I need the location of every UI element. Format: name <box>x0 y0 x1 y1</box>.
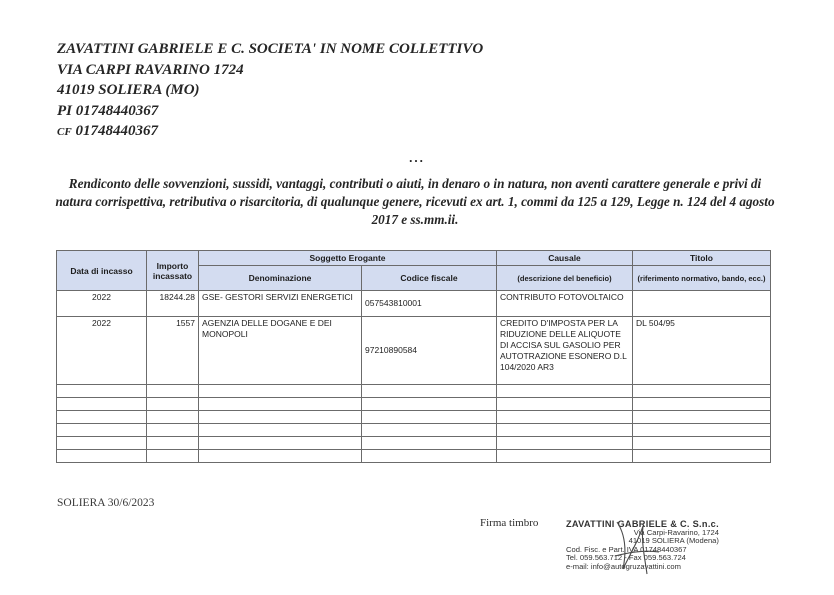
cell-denomination: AGENZIA DELLE DOGANE E DEI MONOPOLI <box>199 317 362 385</box>
stamp-line: e-mail: info@autogruzavattini.com <box>566 561 681 571</box>
handwritten-signature <box>585 514 675 584</box>
empty-row <box>57 411 771 424</box>
cell-title <box>633 291 771 317</box>
header-cause-sub: (descrizione del beneficio) <box>497 266 633 291</box>
stamp-line: Cod. Fisc. e Part. IVA 01748440367 <box>566 544 687 554</box>
header-donor: Soggetto Erogante <box>199 251 497 266</box>
company-cf <box>57 121 483 143</box>
header-cause: Causale <box>497 251 633 266</box>
cell-tax-code: 057543810001 <box>362 291 497 317</box>
cell-amount: 18244.28 <box>147 291 199 317</box>
company-name: ZAVATTINI GABRIELE E C. SOCIETA' IN NOME COLLETTIVO <box>57 41 484 57</box>
ellipsis-separator: ... <box>409 150 425 165</box>
stamp-line: Via Carpi-Ravarino, 1724 <box>633 527 719 537</box>
header-title-sub: (riferimento normativo, bando, ecc.) <box>633 266 771 291</box>
stamp-name: ZAVATTINI GABRIELE & C. S.n.c. <box>566 519 719 529</box>
company-cf-prefix: CF <box>57 126 72 138</box>
cell-cause: CONTRIBUTO FOTOVOLTAICO <box>497 291 633 317</box>
cell-tax-code: 97210890584 <box>362 317 497 385</box>
company-address: VIA CARPI RAVARINO 1724 <box>57 61 244 78</box>
header-date: Data di incasso <box>57 251 147 291</box>
place-date: SOLIERA 30/6/2023 <box>57 497 155 509</box>
table-row <box>57 291 771 317</box>
cell-amount: 1557 <box>147 317 199 385</box>
empty-row <box>57 398 771 411</box>
company-pi: PI 01748440367 <box>57 102 159 119</box>
company-city: 41019 SOLIERA (MO) <box>57 82 200 98</box>
empty-row <box>57 450 771 463</box>
header-tax-code: Codice fiscale <box>362 266 497 291</box>
header-amount: Importo incassato <box>147 251 199 291</box>
empty-row <box>57 385 771 398</box>
cell-cause: CREDITO D'IMPOSTA PER LA RIDUZIONE DELLE ALIQUOTE DI ACCISA SUL GASOLIO PER AUTOTRAZIONE ESONERO D.L 104/2020 AR3 <box>497 317 633 385</box>
table-row <box>57 317 771 385</box>
cell-denomination: GSE- GESTORI SERVIZI ENERGETICI <box>199 291 362 317</box>
empty-row <box>57 437 771 450</box>
header-title: Titolo <box>633 251 771 266</box>
signature-label: Firma timbro <box>480 517 539 529</box>
empty-row <box>57 424 771 437</box>
company-cf-number: 01748440367 <box>75 123 158 139</box>
header-denomination: Denominazione <box>199 266 362 291</box>
stamp-line: Tel. 059.563.712 - Fax 059.563.724 <box>566 553 686 563</box>
intro-paragraph: Rendiconto delle sovvenzioni, sussidi, vantaggi, contributi o aiuti, in denaro o in natura, non aventi carattere generale e privi di natura corrispettiva, retributiva o risarcitoria, di qualunque genere, ricevuti ex art. 1, commi da 125 a 129, Legge n. 124 del 4 agosto 2017 e ss.mm.ii. <box>55 176 775 227</box>
cell-title: DL 504/95 <box>633 317 771 385</box>
grants-table <box>56 250 771 463</box>
cell-date: 2022 <box>57 291 147 317</box>
cell-date: 2022 <box>57 317 147 385</box>
company-header <box>57 39 483 143</box>
stamp-line: 41019 SOLIERA (Modena) <box>628 536 719 546</box>
